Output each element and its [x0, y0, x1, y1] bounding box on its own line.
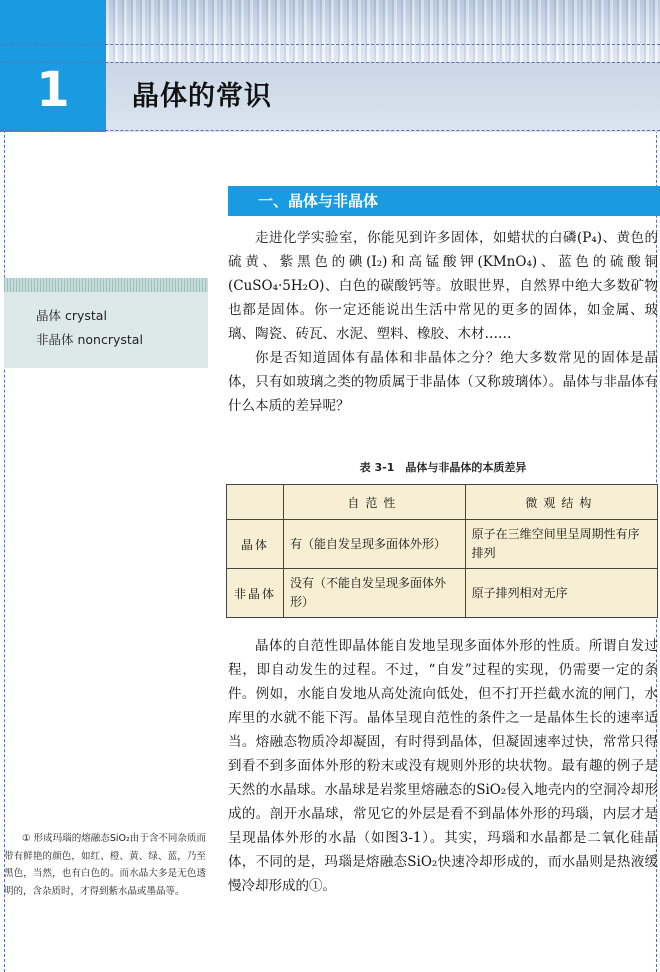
table-cell-self-shaping: 有（能自发呈现多面体外形） [284, 520, 466, 569]
table-caption: 表 3-1 晶体与非晶体的本质差异 [359, 461, 527, 474]
body-paragraph-group [228, 226, 658, 418]
table-row [227, 569, 658, 618]
header-photo-banner [106, 0, 660, 62]
vocab-term-noncrystal: 非晶体 noncrystal [36, 332, 143, 347]
chapter-header [0, 0, 660, 132]
table-row-label: 晶体 [227, 520, 284, 569]
table-header-structure: 微观结构 [465, 485, 657, 520]
table-row-label: 非晶体 [227, 569, 284, 618]
table-header-self-shaping: 自范性 [284, 485, 466, 520]
table-cell-structure: 原子在三维空间里呈周期性有序排列 [465, 520, 657, 569]
body-paragraph-group [228, 634, 658, 898]
header-dashed-line [0, 130, 660, 131]
vocab-term-crystal: 晶体 crystal [36, 308, 107, 323]
paragraph-self-shaping: 晶体的自范性即晶体能自发地呈现多面体外形的性质。所谓自发过程，即自动发生的过程。不过，“自发”过程的实现，仍需要一定的条件。例如，水能自发地从高处流向低处，但不打开拦截水流的闸门，水库里的水就不能下泻。晶体呈现自范性的条件之一是晶体生长的速率适当。熔融态物质冷却凝固，有时得到晶体，但凝固速率过快，常常只得到看不到多面体外形的粉末或没有规则外形的块状物。最有趣的例子是天然的水晶球。水晶球是岩浆里熔融态的SiO₂侵入地壳内的空洞冷却形成的。剖开水晶球，常见它的外层是看不到晶体外形的玛瑙，内层才是呈现晶体外形的水晶（如图3-1）。其实，玛瑙和水晶都是二氧化硅晶体，不同的是，玛瑙是熔融态SiO₂快速冷却形成的，而水晶则是热液缓慢冷却形成的①。 [228, 638, 658, 894]
table-header-empty [227, 485, 284, 520]
table-header-row [227, 485, 658, 520]
table-row [227, 520, 658, 569]
footnote: ① 形成玛瑙的熔融态SiO₂由于含不同杂质而带有鲜艳的颜色，如红、橙、黄、绿、蓝，乃至黑色，当然，也有白色的。而水晶大多是无色透明的，含杂质时，才得到紫水晶或墨晶等。 [4, 833, 206, 897]
page-frame-left [4, 0, 5, 972]
chapter-number: 1 [36, 62, 70, 118]
table-cell-structure: 原子排列相对无序 [465, 569, 657, 618]
comparison-table [226, 484, 658, 618]
paragraph-question: 你是否知道固体有晶体和非晶体之分？绝大多数常见的固体是晶体，只有如玻璃之类的物质属于非晶体（又称玻璃体）。晶体与非晶体有什么本质的差异呢？ [228, 350, 658, 414]
header-dashed-line [0, 44, 660, 45]
header-dashed-line [0, 62, 660, 63]
paragraph-intro: 走进化学实验室，你能见到许多固体，如蜡状的白磷(P₄)、黄色的硫黄、紫黑色的碘(I₂)和高锰酸钾(KMnO₄)、蓝色的硫酸铜(CuSO₄·5H₂O)、白色的碳酸钙等。放眼世界，自然界中绝大多数矿物也都是固体。你一定还能说出生活中常见的更多的固体，如金属、玻璃、陶瓷、砖瓦、水泥、塑料、橡胶、木材…… [228, 230, 658, 342]
chapter-number-block [0, 0, 106, 132]
chapter-title: 晶体的常识 [132, 81, 272, 112]
table-cell-self-shaping: 没有（不能自发呈现多面体外形） [284, 569, 466, 618]
vocabulary-sidebar-stripe [4, 278, 208, 292]
section-title: 一、晶体与非晶体 [258, 192, 379, 210]
